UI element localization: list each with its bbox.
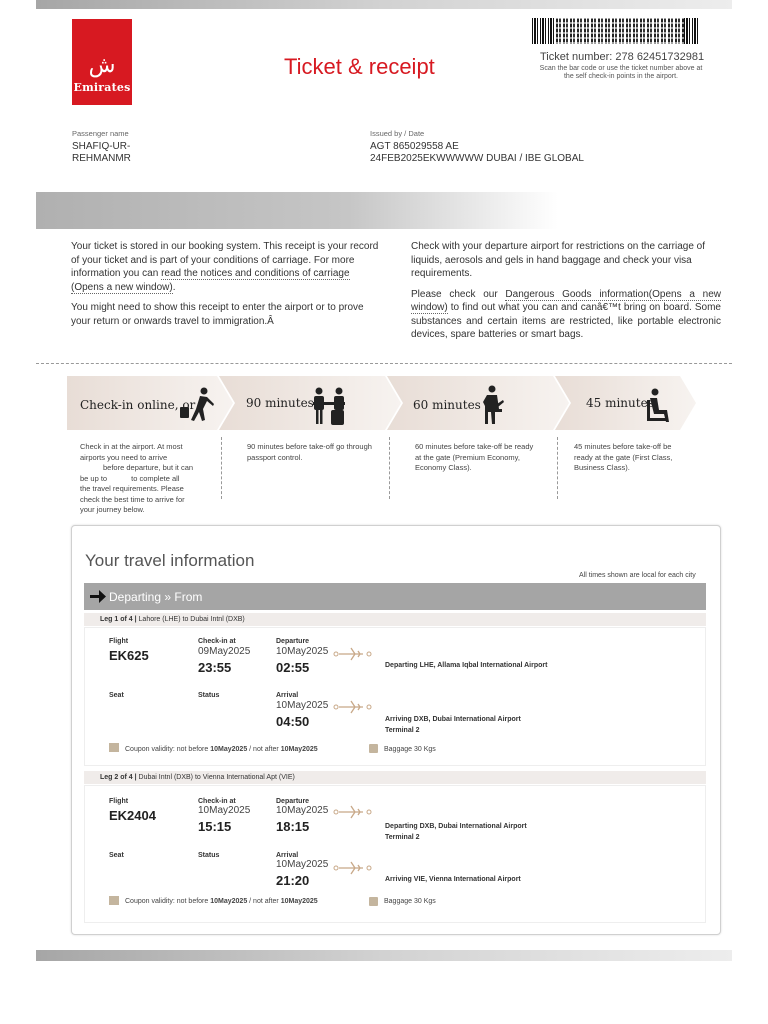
issued-by-date: 24FEB2025EKWWWWW DUBAI / IBE GLOBAL bbox=[370, 153, 584, 164]
checkin-time: 15:15 bbox=[198, 819, 232, 834]
step-divider bbox=[221, 437, 222, 499]
ticket-number-value: 278 62451732981 bbox=[615, 51, 705, 63]
arrival-terminal: Terminal 2 bbox=[385, 727, 420, 734]
departure-time: 18:15 bbox=[276, 819, 310, 834]
plane-takeoff-icon bbox=[333, 646, 373, 662]
step-label: 90 minutes bbox=[246, 396, 314, 410]
arrival-time: 21:20 bbox=[276, 873, 310, 888]
departure-terminal: Terminal 2 bbox=[385, 834, 420, 841]
receipt-info-paragraph: Your ticket is stored in our booking system. This receipt is your record of your ticket and is part of your conditions of carriage. For more information you can read the notices and conditions of carriage (Opens a new window). bbox=[71, 241, 379, 293]
step-divider bbox=[557, 437, 558, 499]
emirates-crest-icon: ش bbox=[88, 53, 116, 78]
step-divider bbox=[389, 437, 390, 499]
liquids-note: Check with your departure airport for restrictions on the carriage of liquids, aerosols and gels in hand baggage and check your visa requirements. bbox=[411, 241, 706, 279]
flight-label: Flight bbox=[109, 798, 129, 805]
issued-by-label: Issued by / Date bbox=[370, 129, 425, 138]
departing-header bbox=[84, 583, 706, 610]
checkin-date: 09May2025 bbox=[198, 646, 251, 657]
leg-header: Leg 1 of 4 | Lahore (LHE) to Dubai Intnl (DXB) bbox=[84, 613, 706, 626]
seat-label: Seat bbox=[109, 692, 124, 699]
local-times-note: All times shown are local for each city bbox=[579, 572, 696, 579]
status-label: Status bbox=[198, 852, 220, 859]
baggage-icon bbox=[369, 897, 378, 906]
arrival-time: 04:50 bbox=[276, 714, 310, 729]
step-description: 90 minutes before take-off go through passport control. bbox=[247, 442, 372, 462]
departing-label: Departing » From bbox=[109, 590, 203, 604]
baggage-allowance: Baggage 30 Kgs bbox=[384, 898, 436, 905]
checkin-time: 23:55 bbox=[198, 660, 232, 675]
ticket-number bbox=[540, 51, 704, 63]
immigration-note: You might need to show this receipt to enter the airport or to prove your return or onwards travel to immigration.Â bbox=[71, 302, 364, 327]
step-label: 45 minutes bbox=[586, 396, 654, 410]
top-decor-bar bbox=[36, 0, 732, 9]
arrival-airport: Arriving DXB, Dubai International Airport bbox=[385, 716, 521, 723]
arrow-right-icon bbox=[90, 590, 106, 603]
emirates-logo bbox=[72, 19, 132, 105]
step-description: 60 minutes before take-off be ready at the gate (Premium Economy, Economy Class). bbox=[415, 442, 534, 472]
step-description: Check in at the airport. At most airports you need to arrive before departure, but it can be up to to complete all the travel requirements. Please check the best time to arrive for your journey below. bbox=[80, 442, 194, 514]
baggage-allowance: Baggage 30 Kgs bbox=[384, 746, 436, 753]
departure-label: Departure bbox=[276, 798, 310, 805]
departure-airport: Departing DXB, Dubai International Airport bbox=[385, 823, 527, 830]
arrival-label: Arrival bbox=[276, 692, 299, 699]
departure-time: 02:55 bbox=[276, 660, 310, 675]
page-title: Ticket & receipt bbox=[284, 54, 435, 79]
bottom-decor-bar bbox=[36, 950, 732, 961]
step-label: 60 minutes bbox=[413, 398, 481, 412]
receipt-info-left bbox=[71, 240, 383, 328]
departure-date: 10May2025 bbox=[276, 805, 329, 816]
ticket-number-label: Ticket number: bbox=[540, 51, 613, 63]
baggage-icon bbox=[369, 744, 378, 753]
arrival-airport: Arriving VIE, Vienna International Airport bbox=[385, 876, 521, 883]
flight-label: Flight bbox=[109, 638, 129, 645]
leg-header: Leg 2 of 4 | Dubai Intnl (DXB) to Vienna International Apt (VIE) bbox=[84, 771, 706, 784]
checkin-label: Check-in at bbox=[198, 798, 236, 805]
dangerous-goods-link[interactable]: Dangerous Goods information(Opens a new window) bbox=[411, 288, 721, 313]
logo-wordmark: Emirates bbox=[73, 81, 131, 94]
passenger-name-line2: REHMANMR bbox=[72, 153, 131, 164]
section-divider bbox=[36, 363, 732, 364]
passenger-name-label: Passenger name bbox=[72, 129, 129, 138]
issued-by bbox=[370, 141, 584, 165]
plane-landing-icon bbox=[333, 860, 373, 876]
barcode-pattern bbox=[556, 18, 684, 44]
departure-label: Departure bbox=[276, 638, 310, 645]
calendar-icon bbox=[109, 743, 119, 752]
calendar-icon bbox=[109, 896, 119, 905]
step-label: Check-in online, or bbox=[80, 398, 196, 412]
travel-information-title: Your travel information bbox=[85, 551, 255, 570]
step-description: 45 minutes before take-off be ready at the gate (First Class, Business Class). bbox=[574, 442, 673, 472]
dangerous-goods-paragraph: Please check our Dangerous Goods information(Opens a new window) to find out what you can and canâ€™t bring on board. Some substances and certain items are restricted, like portable electronic devices, spare batteries or smart bags. bbox=[411, 288, 721, 340]
passenger-name-line1: SHAFIQ-UR- bbox=[72, 141, 131, 152]
coupon-validity: Coupon validity: not before 10May2025 / not after 10May2025 bbox=[125, 746, 318, 753]
arrival-label: Arrival bbox=[276, 852, 299, 859]
plane-takeoff-icon bbox=[333, 804, 373, 820]
arrival-date: 10May2025 bbox=[276, 859, 329, 870]
scan-note: Scan the bar code or use the ticket number above at the self check-in points in the airport. bbox=[539, 65, 703, 80]
section-band bbox=[36, 192, 732, 229]
receipt-info-right bbox=[411, 240, 721, 342]
issued-by-agent: AGT 865029558 AE bbox=[370, 141, 459, 152]
flight-number: EK625 bbox=[109, 648, 149, 663]
status-label: Status bbox=[198, 692, 220, 699]
departure-date: 10May2025 bbox=[276, 646, 329, 657]
checkin-label: Check-in at bbox=[198, 638, 236, 645]
plane-landing-icon bbox=[333, 699, 373, 715]
departure-airport: Departing LHE, Allama Iqbal International Airport bbox=[385, 662, 548, 669]
passenger-name bbox=[72, 141, 131, 165]
checkin-date: 10May2025 bbox=[198, 805, 251, 816]
seat-label: Seat bbox=[109, 852, 124, 859]
arrival-date: 10May2025 bbox=[276, 700, 329, 711]
conditions-of-carriage-link[interactable]: read the notices and conditions of carriage (Opens a new window) bbox=[71, 268, 350, 293]
flight-number: EK2404 bbox=[109, 808, 156, 823]
coupon-validity: Coupon validity: not before 10May2025 / not after 10May2025 bbox=[125, 898, 318, 905]
